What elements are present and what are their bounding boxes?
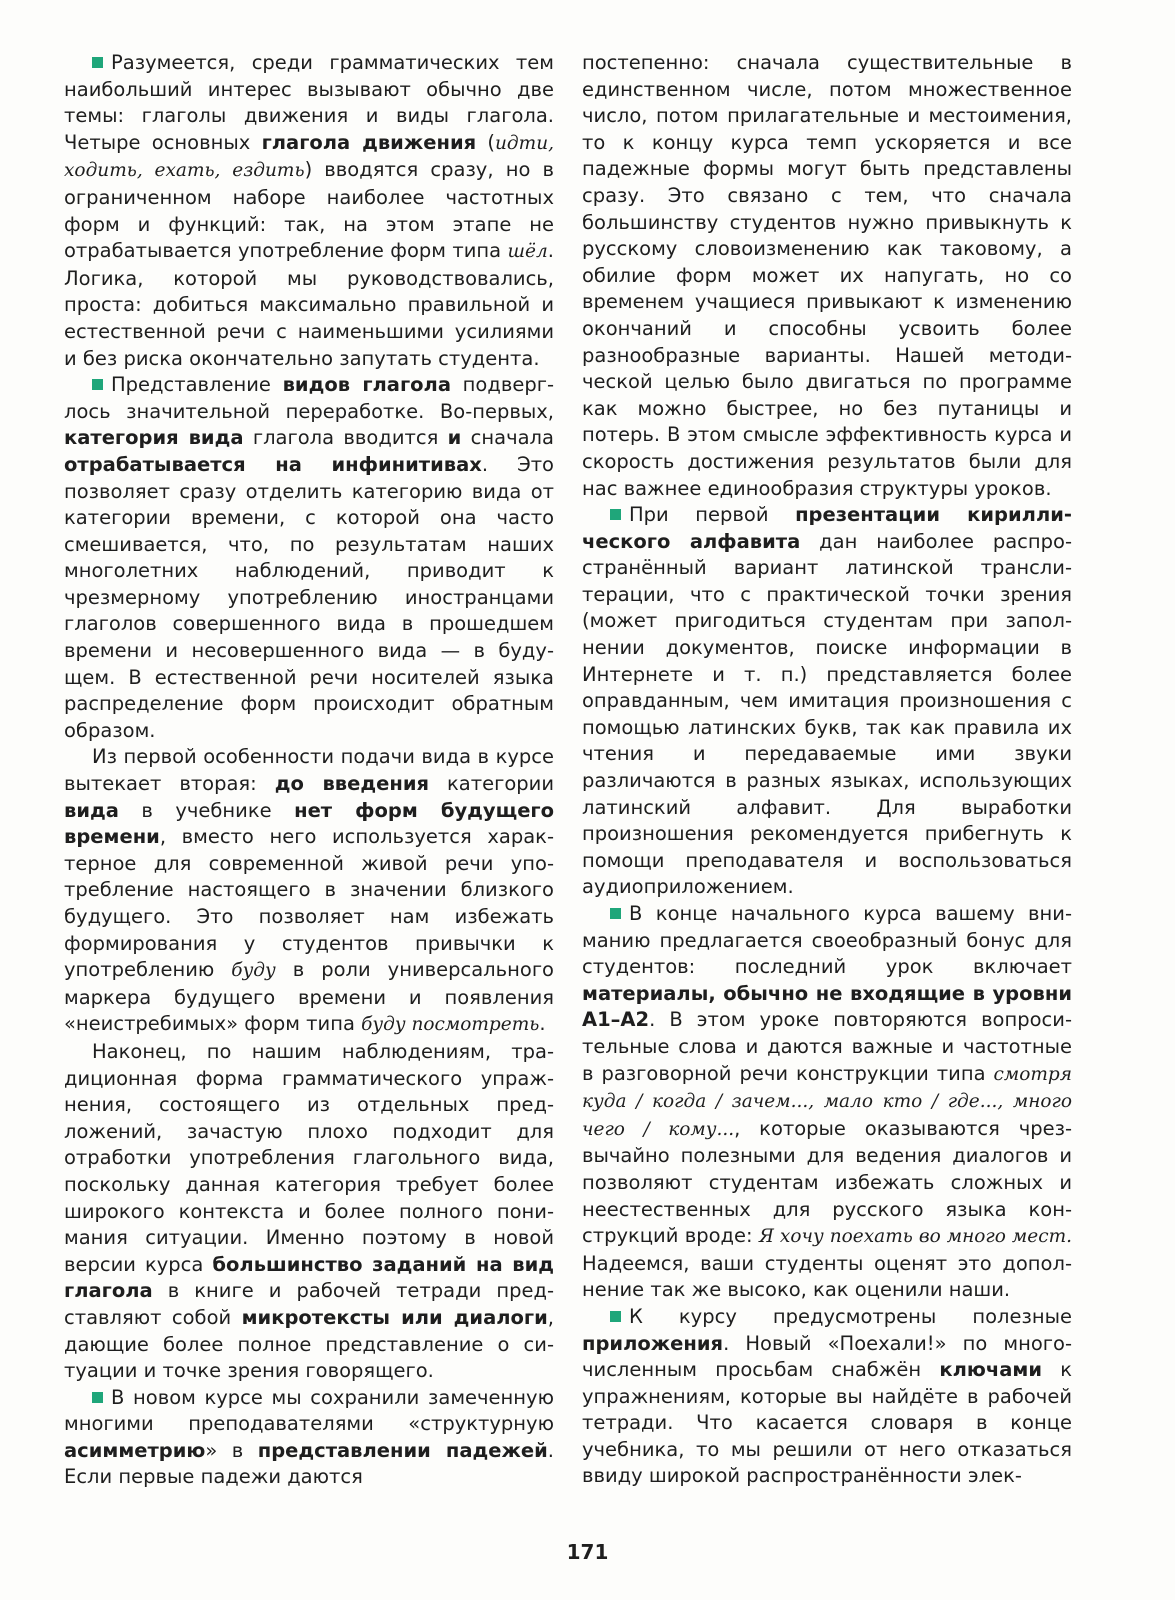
- right-column: [582, 50, 1072, 1490]
- paragraph: постепенно: сначала существительные в единственном числе, потом множественное число, потом прилагательные и местоимения, то к концу курса темп ускоряется и все падежные формы могут быть представлены сразу. Это связано с тем, что сначала большинству студентов нужно привыкнуть к русскому словоизменению как таковому, а обилие форм может их напугать, но со временем учащиеся привыкают к изменению окончаний и способны усвоить более разнообразные варианты. Нашей методической целью было двигаться по программе как можно быстрее, но без путаницы и потерь. В этом смысле эффективность курса и скорость достижения результатов были для нас важнее единообразия структуры уроков.: [582, 51, 1072, 500]
- paragraph: Из первой особенности подачи вида в курсе вытекает вторая: до введения категории вида в учебнике нет форм будущего времени, вместо него используется характерное для современной живой речи употребление настоящего в значении близкого будущего. Это позволяет нам избежать формирования у студентов привычки к употреблению буду в роли универсального маркера будущего времени и появления «неистребимых» форм типа буду посмотреть.: [64, 745, 554, 1036]
- green-square-bullet-icon: [610, 509, 621, 520]
- paragraph: В новом курсе мы сохранили замеченную многими преподавателями «структурную асимметрию» в представлении падежей. Если первые падежи даются: [64, 1385, 554, 1489]
- paragraph: Наконец, по нашим наблюдениям, традиционная форма грамматического упражнения, состоящего из отдельных предложений, зачастую плохо подходит для отработки употребления глагольного вида, поскольку данная категория требует более широкого контекста и более полного понимания ситуации. Именно поэтому в новой версии курса большинство заданий на вид глагола в книге и рабочей тетради представляют собой микротексты или диалоги, дающие более полное представление о ситуации и точке зрения говорящего.: [64, 1039, 555, 1383]
- green-square-bullet-icon: [610, 1311, 621, 1322]
- paragraph: К курсу предусмотрены полезные приложения. Новый «Поехали!» по многочисленным просьбам снабжён ключами к упражнениям, которые вы найдёте в рабочей тетради. Что касается словаря в конце учебника, то мы решили от него отказаться ввиду широкой распространённости элек-: [582, 1304, 1072, 1488]
- page-number: 171: [566, 1540, 609, 1564]
- green-square-bullet-icon: [92, 379, 103, 390]
- green-square-bullet-icon: [92, 1392, 103, 1403]
- paragraph: При первой презентации кириллического алфавита дан наиболее распространённый вариант латинской транслитерации, что с практической точки зрения (может пригодиться студентам при заполнении документов, поиске информации в Интернете и т. п.) представляется более оправданным, чем имитация произношения с помощью латинских букв, так как правила их чтения и передаваемые ими звуки различаются в разных языках, использующих латинский алфавит. Для выработки произношения рекомендуется прибегнуть к помощи преподавателя и воспользоваться аудиоприложением.: [582, 503, 1072, 899]
- paragraph: В конце начального курса вашему вниманию предлагается своеобразный бонус для студентов: последний урок включает материалы, обычно не входящие в уровни А1–А2. В этом уроке повторяются вопросительные слова и даются важные и частотные в разговорной речи конструкции типа смотря куда / когда / зачем..., мало кто / где..., много чего / кому..., которые оказываются чрезвычайно полезными для ведения диалогов и позволяют студентам избежать сложных и неестественных для русского языка конструкций вроде: Я хочу поехать во много мест. Надеемся, ваши студенты оценят это дополнение так же высоко, как оценили наши.: [582, 902, 1073, 1302]
- green-square-bullet-icon: [610, 908, 621, 919]
- left-column: [64, 50, 554, 1491]
- paragraph: Представление видов глагола подверглось значительной переработке. Во-первых, категория вида глагола вводится и сначала отрабатывается на инфинитивах. Это позволяет сразу отделить категорию вида от категории времени, с которой она часто смешивается, что, по результатам наших многолетних наблюдений, приводит к чрезмерному употреблению иностранцами глаголов совершенного вида в прошедшем времени и несовершенного вида — в будущем. В естественной речи носителей языка распределение форм происходит обратным образом.: [64, 373, 554, 742]
- green-square-bullet-icon: [92, 57, 103, 68]
- paragraph: Разумеется, среди грамматических тем наибольший интерес вызывают обычно две темы: глаголы движения и виды глагола. Четыре основных глагола движения (идти, ходить, ехать, ездить) вводятся сразу, но в ограниченном наборе наиболее частотных форм и функций: так, на этом этапе не отрабатывается употребление форм типа шёл. Логика, которой мы руководствовались, проста: добиться максимально правильной и естественной речи с наименьшими усилиями и без риска окончательно запутать студента.: [64, 51, 555, 370]
